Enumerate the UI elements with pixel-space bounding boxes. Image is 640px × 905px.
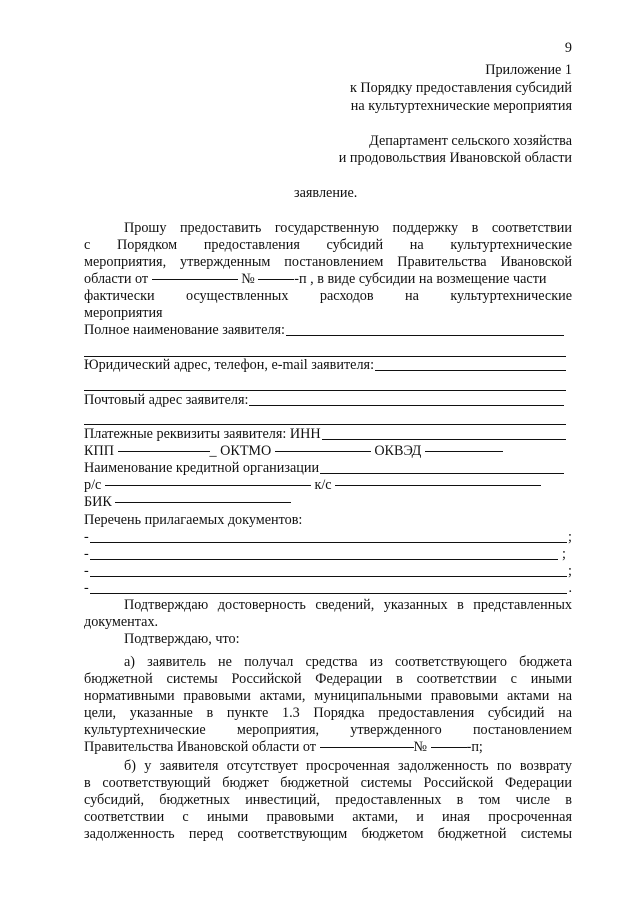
intro-line-4-tail: -п , в виде субсидии на возмещение части: [294, 271, 547, 287]
postal-address-field: [84, 392, 572, 409]
doc-list-item: [84, 546, 572, 563]
legal-address-field: [84, 357, 572, 374]
okved-input[interactable]: [425, 451, 503, 452]
bank-name-label: Наименование кредитной организации: [84, 460, 320, 476]
full-name-input[interactable]: [286, 335, 564, 336]
bik-row: [84, 494, 291, 511]
legal-address-input[interactable]: [375, 370, 566, 371]
list-semicolon: ;: [562, 546, 566, 562]
payment-inn-field: [84, 426, 572, 443]
intro-line-5: фактически осуществленных расходов на культуртехнические: [84, 288, 572, 304]
list-semicolon: ;: [568, 563, 572, 579]
postal-address-input[interactable]: [249, 405, 564, 406]
list-dash: -: [84, 563, 89, 579]
decree-number-blank[interactable]: [258, 279, 294, 280]
postal-address-input-continuation[interactable]: [84, 424, 566, 425]
intro-line-1: Прошу предоставить государственную поддержку в соответствии: [124, 220, 572, 236]
list-dash: -: [84, 580, 89, 596]
intro-date-label: области от: [84, 271, 149, 287]
item-a-number-sign: №: [413, 739, 428, 755]
legal-address-label: Юридический адрес, телефон, e-mail заявителя:: [84, 357, 375, 373]
doc-list-item: [84, 529, 572, 546]
doc-list-label: Перечень прилагаемых документов:: [84, 512, 303, 528]
item-b-line-4: соответствии с иными правовыми актами, и иная просроченная: [84, 809, 572, 825]
bik-label: БИК: [84, 494, 112, 510]
postal-address-label: Почтовый адрес заявителя:: [84, 392, 249, 408]
oktmo-label: _ ОКТМО: [209, 443, 272, 459]
doc-list-item: [84, 580, 572, 597]
full-name-label: Полное наименование заявителя:: [84, 322, 285, 338]
appendix-line-3: на культуртехнические мероприятия: [350, 98, 572, 114]
ks-label: к/с: [314, 477, 332, 493]
list-semicolon: ;: [568, 529, 572, 545]
bank-name-field: [84, 460, 572, 477]
item-a-line-2: бюджетной системы Российской Федерации в соответствии с иными: [84, 671, 572, 687]
item-a-number-blank[interactable]: [431, 747, 467, 748]
item-a-line-1: а) заявитель не получал средства из соответствующего бюджета: [124, 654, 572, 670]
intro-line-4: [84, 271, 547, 288]
item-a-line-4: цели, указанные в пункте 1.3 Порядка предоставления субсидий на: [84, 705, 572, 721]
intro-number-sign: №: [241, 271, 255, 287]
intro-line-6: мероприятия: [84, 305, 163, 321]
list-dash: -: [84, 546, 89, 562]
item-a-line-3: нормативными правовыми актами, муниципальными правовыми актами на: [84, 688, 572, 704]
addressee-line-1: Департамент сельского хозяйства: [369, 133, 572, 149]
document-title: заявление.: [294, 185, 358, 201]
item-b-line-3: субсидий, бюджетных инвестиций, предоставленных в том числе в: [84, 792, 572, 808]
oktmo-input[interactable]: [275, 451, 371, 452]
confirm-accuracy-line-1: Подтверждаю достоверность сведений, указанных в представленных: [124, 597, 572, 613]
item-a-line-6: [84, 739, 483, 756]
decree-date-blank[interactable]: [152, 279, 238, 280]
legal-address-input-continuation[interactable]: [84, 390, 566, 391]
item-a-line-6-tail: -п;: [466, 739, 483, 755]
appendix-label: Приложение 1: [485, 62, 572, 78]
kpp-input[interactable]: [118, 451, 210, 452]
rs-label: р/с: [84, 477, 102, 493]
item-a-line-5: культуртехнические мероприятия, утвержденного постановлением: [84, 722, 572, 738]
accounts-row: [84, 477, 541, 494]
rs-input[interactable]: [105, 485, 311, 486]
doc-list-input-2[interactable]: [90, 559, 558, 560]
doc-list-input-4[interactable]: [90, 593, 568, 594]
inn-input[interactable]: [322, 439, 566, 440]
list-dash: -: [84, 529, 89, 545]
list-period: .: [568, 580, 572, 596]
item-a-date-blank[interactable]: [320, 747, 414, 748]
page-number: 9: [564, 40, 572, 56]
intro-line-3: мероприятия, утвержденным постановлением Правительства Ивановской: [84, 254, 572, 270]
confirm-accuracy-line-2: документах.: [84, 614, 159, 630]
confirm-heading: Подтверждаю, что:: [124, 631, 240, 647]
intro-line-2: с Порядком предоставления субсидий на культуртехнические: [84, 237, 572, 253]
bank-name-input[interactable]: [320, 473, 564, 474]
addressee-line-2: и продовольствия Ивановской области: [338, 150, 572, 166]
ks-input[interactable]: [335, 485, 541, 486]
item-a-date-label: Правительства Ивановской области от: [84, 739, 316, 755]
item-b-line-2: в соответствующий бюджет бюджетной системы Российской Федерации: [84, 775, 572, 791]
kpp-label: КПП: [84, 443, 114, 459]
appendix-line-2: к Порядку предоставления субсидий: [349, 80, 572, 96]
kpp-oktmo-okved-row: [84, 443, 503, 460]
okved-label: ОКВЭД: [374, 443, 422, 459]
item-b-line-5: задолженность перед соответствующим бюджетом бюджетной системы: [84, 826, 572, 842]
item-b-line-1: б) у заявителя отсутствует просроченная задолженность по возврату: [124, 758, 572, 774]
doc-list-item: [84, 563, 572, 580]
payment-inn-label: Платежные реквизиты заявителя: ИНН: [84, 426, 321, 442]
full-name-field: [84, 322, 572, 339]
bik-input[interactable]: [115, 502, 291, 503]
doc-list-input-3[interactable]: [90, 576, 567, 577]
doc-list-input-1[interactable]: [90, 542, 567, 543]
